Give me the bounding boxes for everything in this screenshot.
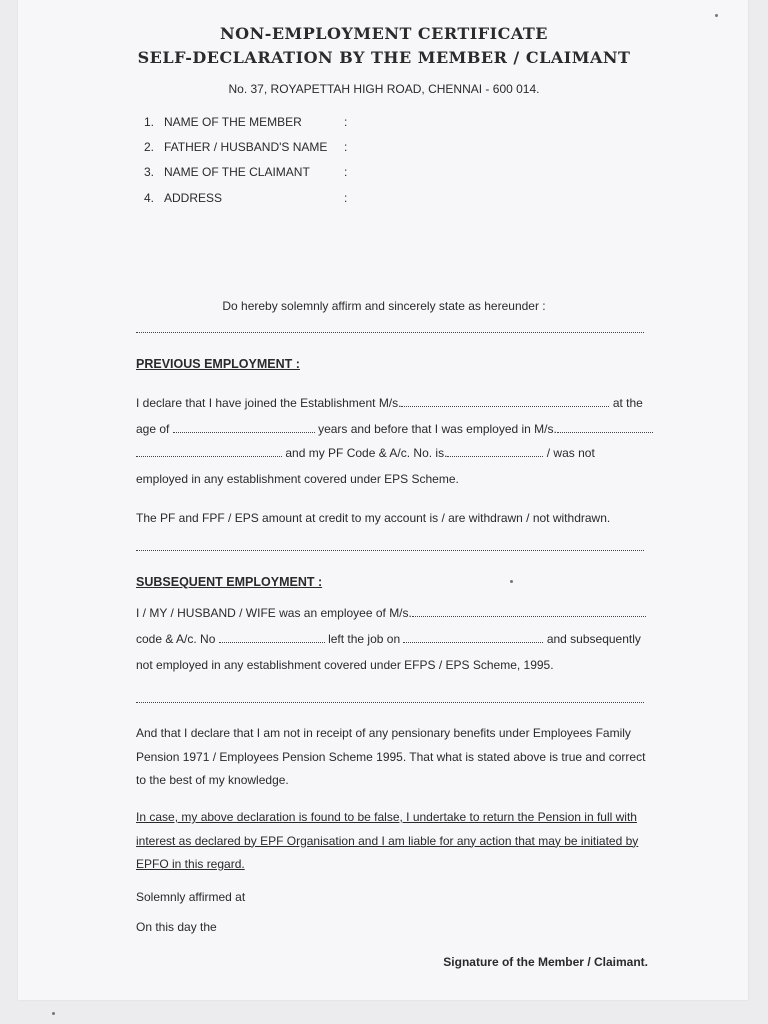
sub-line-2-mid: left the job on [328, 632, 401, 646]
sub-line-2 [136, 632, 641, 646]
prev-line-4: employed in any establishment covered under EPS Scheme. [136, 472, 459, 486]
establishment-blank[interactable] [401, 396, 609, 407]
field-claimant-name [144, 165, 348, 179]
field-number: 4. [144, 191, 155, 205]
withdrawn-statement: The PF and FPF / EPS amount at credit to my account is / are withdrawn / not withdrawn. [136, 511, 611, 525]
pf-code-blank[interactable] [447, 446, 543, 457]
prev-line-1-end: at the [612, 396, 643, 410]
field-label: NAME OF THE MEMBER [164, 115, 302, 129]
prev-line-2-text: age of [136, 422, 170, 436]
previous-employer-blank-2[interactable] [136, 446, 282, 457]
false-declaration-clause: In case, my above declaration is found to be false, I undertake to return the Pension in full with interest as declared by EPF Organisation and I am liable for any action that may be initiated by EPFO in this regard. [136, 810, 639, 871]
age-blank[interactable] [173, 422, 315, 433]
prev-line-3-end: / was not [546, 446, 595, 460]
field-address [144, 191, 348, 205]
field-label: ADDRESS [164, 191, 223, 205]
field-colon: : [344, 191, 348, 205]
subsequent-employment-heading: SUBSEQUENT EMPLOYMENT : [136, 575, 323, 589]
declaration-paragraph: And that I declare that I am not in receipt of any pensionary benefits under Employees Family Pension 1971 / Employees Pension Scheme 1995. That what is stated above is true and correct to the best of my knowledge. [136, 726, 646, 787]
subsequent-employer-blank[interactable] [412, 606, 646, 617]
signature-label: Signature of the Member / Claimant. [443, 955, 648, 969]
on-this-day-label: On this day the [136, 920, 217, 934]
certificate-subtitle: SELF-DECLARATION BY THE MEMBER / CLAIMANT [137, 48, 631, 67]
prev-line-2-mid: years and before that I was employed in M/s. [318, 422, 557, 436]
sub-line-2-text: code & A/c. No [136, 632, 216, 646]
field-member-name [144, 115, 348, 129]
sub-line-3: not employed in any establishment covered under EFPS / EPS Scheme, 1995. [136, 658, 554, 672]
dotted-line[interactable] [136, 550, 644, 551]
previous-employer-blank[interactable] [557, 422, 653, 433]
prev-line-1 [136, 396, 643, 410]
field-colon: : [344, 140, 348, 154]
field-number: 3. [144, 165, 155, 179]
field-label: FATHER / HUSBAND'S NAME [164, 140, 328, 154]
office-address: No. 37, ROYAPETTAH HIGH ROAD, CHENNAI - 600 014. [228, 82, 540, 96]
prev-line-2 [136, 422, 653, 436]
left-job-date-blank[interactable] [403, 632, 543, 643]
sub-line-2-end: and subsequently [546, 632, 641, 646]
affirmation-text: Do hereby solemnly affirm and sincerely state as hereunder : [222, 299, 546, 313]
prev-line-3-text: and my PF Code & A/c. No. is. [285, 446, 448, 460]
field-colon: : [344, 115, 348, 129]
scan-speck [510, 580, 513, 583]
sub-line-1 [136, 606, 646, 620]
dotted-line[interactable] [136, 702, 644, 703]
prev-line-1-text: I declare that I have joined the Establishment M/s. [136, 396, 402, 410]
affirmed-at-label: Solemnly affirmed at [136, 890, 246, 904]
scan-speck [715, 14, 718, 17]
certificate-title: NON-EMPLOYMENT CERTIFICATE [220, 24, 548, 43]
field-number: 2. [144, 140, 155, 154]
field-father-husband-name [144, 140, 348, 154]
field-colon: : [344, 165, 348, 179]
previous-employment-heading: PREVIOUS EMPLOYMENT : [136, 357, 300, 371]
account-number-blank[interactable] [219, 632, 325, 643]
scan-speck [52, 1012, 55, 1015]
prev-line-3 [136, 446, 595, 460]
field-number: 1. [144, 115, 155, 129]
field-label: NAME OF THE CLAIMANT [164, 165, 310, 179]
dotted-line[interactable] [136, 332, 644, 333]
sub-line-1-text: I / MY / HUSBAND / WIFE was an employee of M/s. [136, 606, 412, 620]
